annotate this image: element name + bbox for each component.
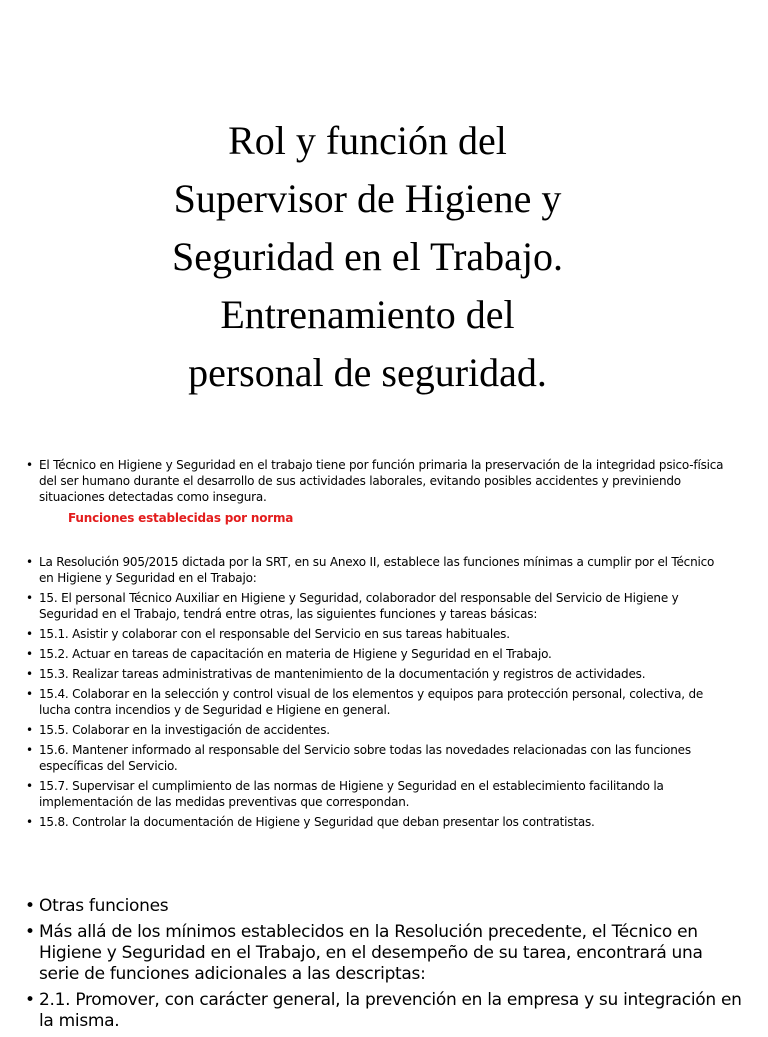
list-item: • 15.6. Mantener informado al responsable del Servicio sobre todas las novedades relacionadas con las funciones específicas del Servicio.	[24, 742, 724, 774]
list-item: • 15.8. Controlar la documentación de Higiene y Seguridad que deban presentar los contratistas.	[24, 814, 724, 830]
list-item: • 15.1. Asistir y colaborar con el responsable del Servicio en sus tareas habituales.	[24, 626, 724, 642]
intro-list	[24, 457, 724, 505]
list-item: • Otras funciones	[24, 896, 744, 917]
list-item: • La Resolución 905/2015 dictada por la SRT, en su Anexo II, establece las funciones mínimas a cumplir por el Técnico en Higiene y Seguridad en el Trabajo:	[24, 554, 724, 586]
list-item: • 15. El personal Técnico Auxiliar en Higiene y Seguridad, colaborador del responsable del Servicio de Higiene y Seguridad en el Trabajo, tendrá entre otras, las siguientes funciones y tareas básicas:	[24, 590, 724, 622]
list-item: • 15.7. Supervisar el cumplimiento de las normas de Higiene y Seguridad en el establecimiento facilitando la implementación de las medidas preventivas que correspondan.	[24, 778, 724, 810]
list-item: • 15.4. Colaborar en la selección y control visual de los elementos y equipos para protección personal, colectiva, de lucha contra incendios y de Seguridad e Higiene en general.	[24, 686, 724, 718]
title-line: personal de seguridad.	[188, 350, 547, 395]
title-line: Seguridad en el Trabajo.	[171, 234, 564, 279]
section-subheading: Funciones establecidas por norma	[68, 511, 294, 525]
title-line: Rol y función del	[228, 118, 507, 163]
list-item: • 15.5. Colaborar en la investigación de accidentes.	[24, 722, 724, 738]
intro-paragraph: • El Técnico en Higiene y Seguridad en el trabajo tiene por función primaria la preservación de la integridad psico-física del ser humano durante el desarrollo de sus actividades laborales, evitando posibles accidentes y previniendo situaciones detectadas como insegura.	[24, 457, 724, 505]
title-line: Supervisor de Higiene y	[173, 176, 562, 221]
list-item: • 15.2. Actuar en tareas de capacitación en materia de Higiene y Seguridad en el Trabajo.	[24, 646, 724, 662]
list-item: • 15.3. Realizar tareas administrativas de mantenimiento de la documentación y registros de actividades.	[24, 666, 724, 682]
other-functions-list	[24, 896, 744, 1037]
functions-list	[24, 554, 724, 834]
list-item: • Más allá de los mínimos establecidos en la Resolución precedente, el Técnico en Higiene y Seguridad en el Trabajo, en el desempeño de su tarea, encontrará una serie de funciones adicionales a las descriptas:	[24, 922, 744, 985]
page-title	[100, 112, 635, 402]
title-line: Entrenamiento del	[220, 292, 515, 337]
list-item: • 2.1. Promover, con carácter general, la prevención en la empresa y su integración en la misma.	[24, 990, 744, 1032]
